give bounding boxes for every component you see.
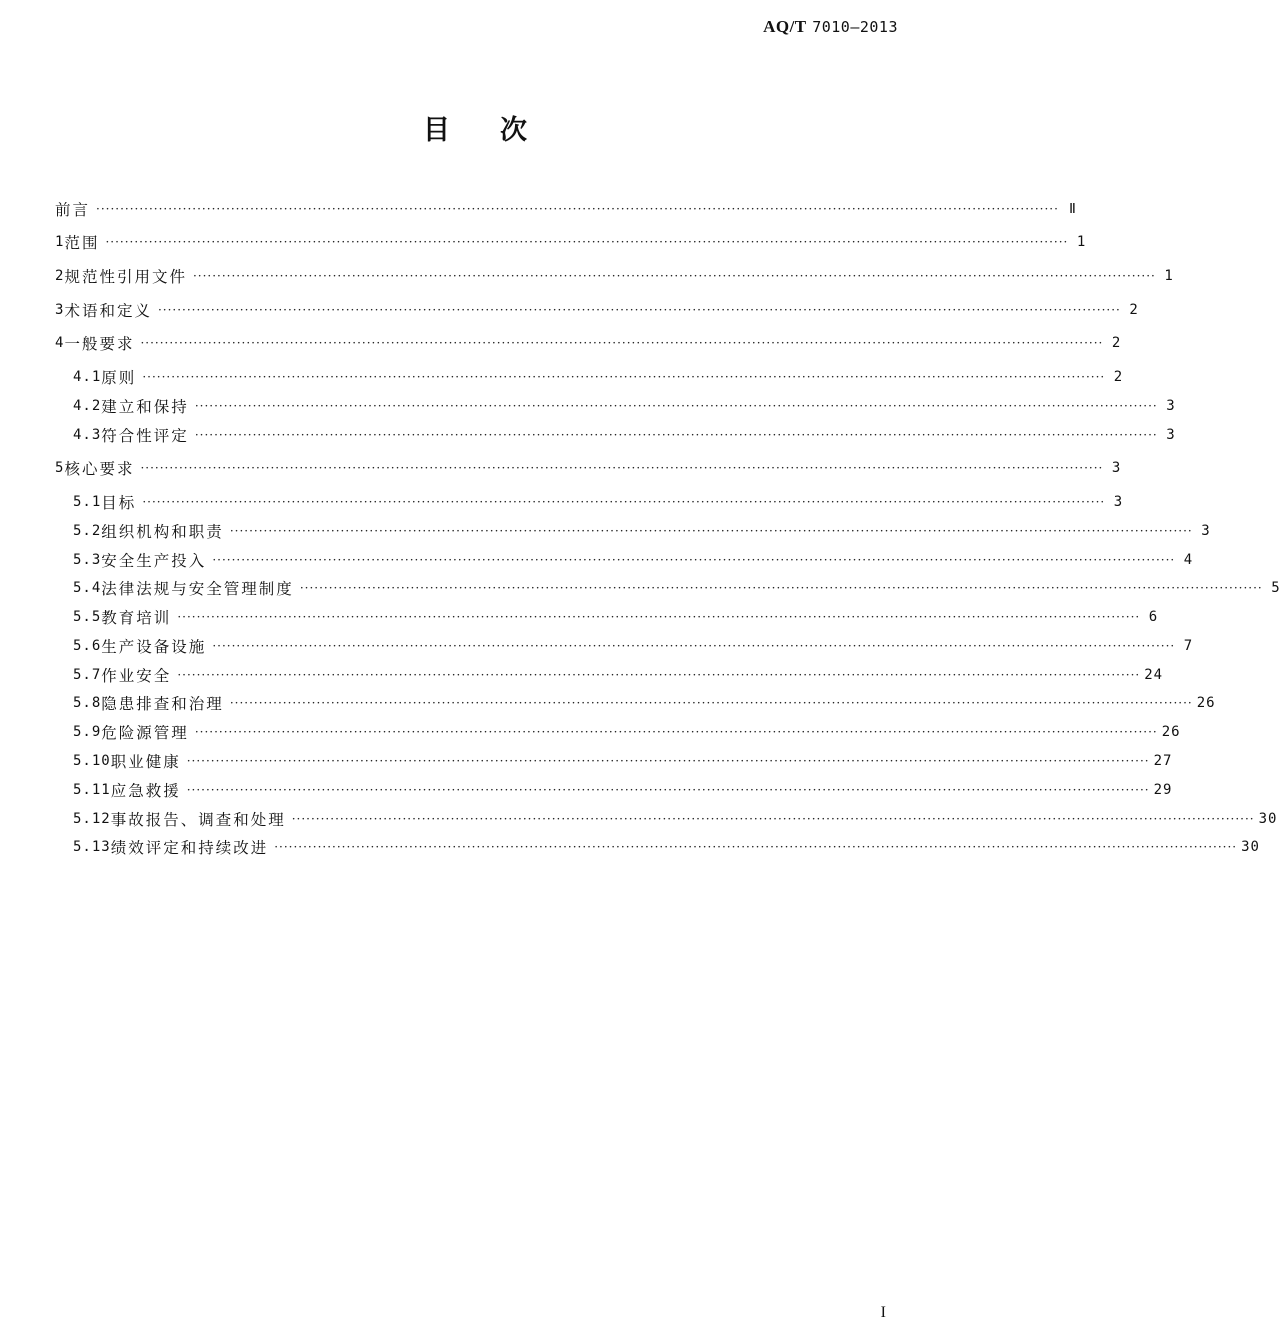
toc-entry-page: 2 bbox=[1129, 302, 1139, 318]
toc-entry[interactable] bbox=[55, 635, 1194, 657]
toc-entry-label: 生产设备设施 bbox=[101, 638, 207, 656]
toc-entry[interactable] bbox=[55, 808, 1278, 830]
toc-entry-page: 5 bbox=[1271, 580, 1281, 596]
toc-entry-page: Ⅱ bbox=[1069, 201, 1077, 217]
toc-entry-number: 2 bbox=[55, 268, 65, 284]
toc-entry-page: 26 bbox=[1161, 724, 1181, 740]
toc-leader-dots: ········································································································································································································ bbox=[177, 668, 1141, 682]
toc-entry-page: 26 bbox=[1196, 695, 1216, 711]
toc-entry-number: 5.7 bbox=[73, 667, 102, 683]
toc-entry-label: 组织机构和职责 bbox=[101, 523, 224, 541]
toc-entry-number: 5.12 bbox=[73, 811, 111, 827]
toc-entry-number: 5.4 bbox=[73, 580, 102, 596]
toc-entry[interactable] bbox=[55, 299, 1139, 321]
toc-entry-number: 5 bbox=[55, 460, 65, 476]
toc-leader-dots: ········································································································································································································ bbox=[177, 610, 1141, 624]
toc-entry-page: 6 bbox=[1148, 609, 1159, 625]
toc-entry[interactable] bbox=[55, 779, 1173, 801]
toc-entry-label: 原则 bbox=[101, 369, 137, 387]
toc-entry-page: 30 bbox=[1258, 811, 1278, 827]
toc-entry-label: 一般要求 bbox=[64, 335, 135, 353]
toc-leader-dots: ········································································································································································································ bbox=[194, 725, 1158, 739]
toc-entry-label: 隐患排查和治理 bbox=[101, 695, 224, 713]
toc-leader-dots: ········································································································································································································ bbox=[274, 840, 1238, 854]
toc-entry-page: 30 bbox=[1241, 839, 1260, 855]
toc-entry[interactable] bbox=[55, 520, 1211, 542]
toc-entry[interactable] bbox=[55, 265, 1174, 287]
toc-entry[interactable] bbox=[55, 664, 1164, 686]
toc-leader-dots: ········································································································································································································ bbox=[194, 428, 1158, 442]
toc-entry-number: 4.3 bbox=[73, 427, 102, 443]
toc-leader-dots: ········································································································································································································ bbox=[212, 553, 1176, 567]
toc-entry-label: 法律法规与安全管理制度 bbox=[101, 580, 294, 598]
toc-entry-label: 核心要求 bbox=[64, 460, 135, 478]
toc-leader-dots: ········································································································································································································ bbox=[229, 524, 1193, 538]
toc-entry[interactable] bbox=[55, 366, 1124, 388]
toc-entry-page: 1 bbox=[1076, 234, 1087, 250]
toc-entry[interactable] bbox=[55, 577, 1281, 599]
page-title: 目次 bbox=[423, 115, 577, 146]
toc-entry-label: 安全生产投入 bbox=[101, 552, 207, 570]
toc-entry-page: 3 bbox=[1166, 398, 1176, 414]
footer-page-number: I bbox=[880, 1304, 886, 1321]
standard-code-prefix: AQ/T bbox=[763, 17, 807, 36]
toc-entry-page: 3 bbox=[1113, 494, 1124, 510]
toc-entry-number: 4 bbox=[55, 335, 65, 351]
toc-entry[interactable] bbox=[55, 491, 1124, 513]
toc-entry-label: 应急救援 bbox=[110, 782, 181, 800]
toc-entry[interactable] bbox=[55, 721, 1181, 743]
toc-entry-number: 5.9 bbox=[73, 724, 102, 740]
toc-entry-page: 29 bbox=[1153, 782, 1173, 798]
toc-entry-page: 3 bbox=[1111, 460, 1122, 476]
toc-entry[interactable] bbox=[55, 750, 1173, 772]
toc-entry-page: 24 bbox=[1144, 667, 1164, 683]
toc-entry-number: 3 bbox=[55, 302, 65, 318]
toc-entry[interactable] bbox=[55, 457, 1122, 479]
toc-entry-label: 作业安全 bbox=[101, 667, 172, 685]
toc-entry-page: 3 bbox=[1166, 427, 1176, 443]
toc-leader-dots: ········································································································································································································ bbox=[212, 639, 1176, 653]
toc-entry-number: 5.6 bbox=[73, 638, 102, 654]
toc-entry[interactable] bbox=[55, 606, 1159, 628]
toc-leader-dots: ········································································································································································································ bbox=[142, 370, 1106, 384]
toc-entry-label: 规范性引用文件 bbox=[64, 268, 187, 286]
standard-code-number: 7010—2013 bbox=[812, 18, 898, 36]
toc-entry-number: 5.10 bbox=[73, 753, 111, 769]
toc-leader-dots: ········································································································································································································ bbox=[194, 399, 1158, 413]
toc-entry-page: 3 bbox=[1201, 523, 1211, 539]
toc-leader-dots: ········································································································································································································ bbox=[140, 336, 1104, 350]
toc-entry-number: 1 bbox=[55, 234, 65, 250]
toc-entry-number: 5.1 bbox=[73, 494, 102, 510]
toc-leader-dots: ········································································································································································································ bbox=[192, 269, 1156, 283]
toc-entry-page: 4 bbox=[1183, 552, 1194, 568]
toc-entry-label: 符合性评定 bbox=[101, 427, 189, 445]
toc-leader-dots: ········································································································································································································ bbox=[105, 235, 1069, 249]
toc-entry[interactable] bbox=[55, 549, 1194, 571]
toc-leader-dots: ········································································································································································································ bbox=[186, 754, 1150, 768]
toc-leader-dots: ········································································································································································································ bbox=[291, 812, 1255, 826]
toc-leader-dots: ········································································································································································································ bbox=[186, 783, 1150, 797]
toc-entry[interactable] bbox=[55, 424, 1176, 446]
toc-entry-number: 5.8 bbox=[73, 695, 102, 711]
toc-entry-number: 5.3 bbox=[73, 552, 102, 568]
toc-entry-page: 7 bbox=[1183, 638, 1194, 654]
toc-leader-dots: ········································································································································································································ bbox=[140, 461, 1104, 475]
toc-entry-label: 建立和保持 bbox=[101, 398, 189, 416]
toc-entry[interactable] bbox=[55, 395, 1176, 417]
toc-leader-dots: ········································································································································································································ bbox=[96, 202, 1059, 216]
toc-entry-label: 范围 bbox=[64, 234, 100, 252]
toc-entry-page: 27 bbox=[1153, 753, 1173, 769]
toc-entry[interactable] bbox=[55, 231, 1087, 253]
standard-code bbox=[763, 17, 898, 37]
toc-leader-dots: ········································································································································································································ bbox=[142, 495, 1106, 509]
toc-entry-label: 职业健康 bbox=[110, 753, 181, 771]
toc-entry-page: 1 bbox=[1164, 268, 1174, 284]
toc-entry-label: 事故报告、调查和处理 bbox=[110, 811, 286, 829]
toc-entry[interactable] bbox=[55, 692, 1216, 714]
toc-entry[interactable] bbox=[55, 332, 1122, 354]
toc-entry-number: 4.2 bbox=[73, 398, 102, 414]
toc-entry[interactable] bbox=[55, 198, 1077, 220]
toc-entry-label: 术语和定义 bbox=[64, 302, 152, 320]
toc-entry-label: 教育培训 bbox=[101, 609, 172, 627]
toc-entry-number: 5.11 bbox=[73, 782, 111, 798]
toc-entry-page: 2 bbox=[1113, 369, 1124, 385]
toc-entry-number: 4.1 bbox=[73, 369, 102, 385]
toc-entry-page: 2 bbox=[1111, 335, 1122, 351]
toc-entry[interactable] bbox=[55, 836, 1260, 858]
toc-entry-number: 5.5 bbox=[73, 609, 102, 625]
toc-leader-dots: ········································································································································································································ bbox=[299, 581, 1263, 595]
toc-entry-label: 目标 bbox=[101, 494, 137, 512]
toc-leader-dots: ········································································································································································································ bbox=[157, 303, 1121, 317]
toc-entry-number: 5.2 bbox=[73, 523, 102, 539]
toc-entry-label: 前言 bbox=[55, 201, 91, 219]
toc-entry-number: 5.13 bbox=[73, 839, 111, 855]
toc-entry-label: 危险源管理 bbox=[101, 724, 189, 742]
toc-entry-label: 绩效评定和持续改进 bbox=[110, 839, 269, 857]
toc-leader-dots: ········································································································································································································ bbox=[229, 696, 1193, 710]
